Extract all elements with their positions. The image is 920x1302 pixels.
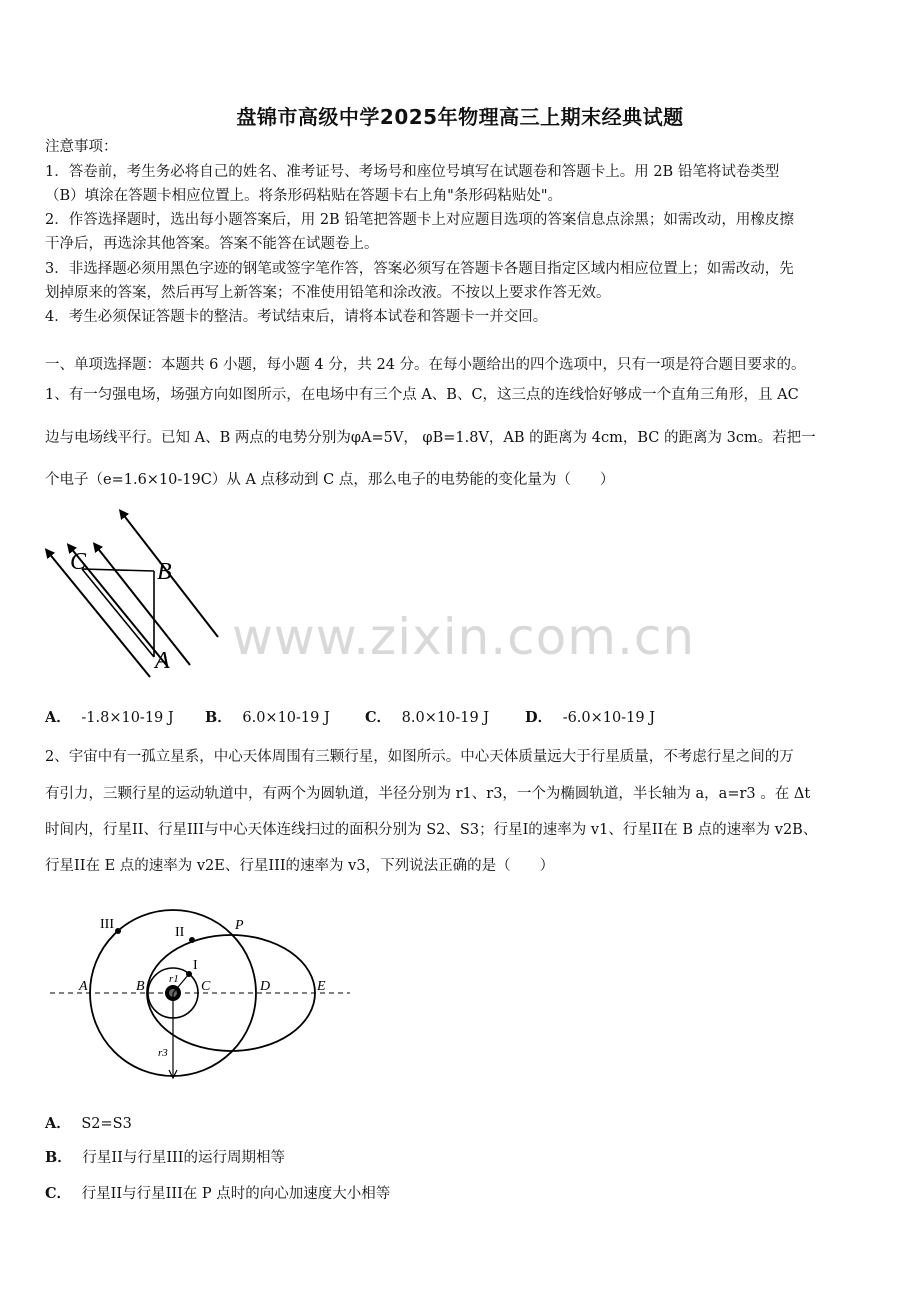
label-b: B	[136, 979, 145, 994]
notice-item-2b: 干净后，再选涂其他答案。答案不能答在试题卷上。	[45, 236, 379, 252]
q2-orbit-diagram	[45, 898, 355, 1083]
q1-option-a	[45, 706, 174, 727]
q2-option-b-key: B．	[45, 1149, 72, 1166]
q2-line-3: 时间内，行星II、行星III与中心天体连线扫过的面积分别为 S2、S3；行星I的速率为 v1、行星II在 B 点的速率为 v2B、	[45, 822, 818, 838]
notice-item-1b: （B）填涂在答题卡相应位置上。将条形码粘贴在答题卡右上角"条形码粘贴处"。	[45, 188, 562, 204]
label-c: C	[70, 549, 87, 575]
triangle-abc	[82, 569, 154, 657]
label-iii: III	[100, 917, 114, 932]
page-title: 盘锦市高级中学2025年物理高三上期末经典试题	[236, 105, 684, 129]
notice-item-4: 4．考生必须保证答题卡的整洁。考试结束后，请将本试卷和答题卡一并交回。	[45, 309, 548, 325]
side-cb	[82, 569, 154, 571]
label-a: A	[155, 648, 170, 674]
notice-item-3b: 划掉原来的答案，然后再写上新答案；不准使用铅笔和涂改液。不按以上要求作答无效。	[45, 285, 611, 301]
q2-line-2: 有引力，三颗行星的运动轨道中，有两个为圆轨道，半径分别为 r1、r3，一个为椭圆轨道，半长轴为 a，a=r3 。在 Δt	[45, 786, 811, 802]
side-ca	[82, 569, 154, 657]
watermark: www.zixin.com.cn	[232, 608, 696, 666]
q1-option-d-key: D．	[525, 709, 553, 726]
label-b: B	[157, 559, 172, 585]
label-p: P	[235, 918, 244, 933]
q1-line-1: 1、有一匀强电场，场强方向如图所示，在电场中有三个点 A、B、C，这三点的连线恰好够成一个直角三角形，且 AC	[45, 387, 799, 403]
q2-option-a	[45, 1112, 132, 1133]
q2-line-4: 行星II在 E 点的速率为 v2E、行星III的速率为 v3，下列说法正确的是（ ）	[45, 858, 555, 874]
q2-option-a-key: A．	[45, 1115, 71, 1132]
q2-option-c-key: C．	[45, 1185, 72, 1202]
q1-option-b	[205, 706, 330, 727]
label-e: E	[317, 979, 326, 994]
q1-option-a-key: A．	[45, 709, 71, 726]
notice-item-1a: 1．答卷前，考生务必将自己的姓名、准考证号、考场号和座位号填写在试题卷和答题卡上。用 2B 铅笔将试卷类型	[45, 164, 780, 180]
q1-option-c	[365, 706, 489, 727]
q1-option-b-text: 6.0×10-19 J	[242, 710, 330, 726]
field-lines	[48, 513, 218, 677]
q1-option-c-key: C．	[365, 709, 392, 726]
q2-option-c	[45, 1182, 390, 1203]
label-r1: r1	[169, 973, 179, 985]
q2-line-1: 2、宇宙中有一孤立星系，中心天体周围有三颗行星，如图所示。中心天体质量远大于行星质量，不考虑行星之间的万	[45, 749, 794, 765]
q1-option-d	[525, 706, 655, 727]
label-a: A	[79, 979, 88, 994]
field-line-3	[96, 546, 190, 665]
q1-line-3: 个电子（e=1.6×10-19C）从 A 点移动到 C 点，那么电子的电势能的变化量为（ ）	[45, 472, 615, 488]
q1-option-a-text: -1.8×10-19 J	[81, 710, 174, 726]
q1-option-b-key: B．	[205, 709, 232, 726]
notice-heading: 注意事项：	[45, 139, 118, 155]
q1-option-c-text: 8.0×10-19 J	[401, 710, 490, 726]
label-r3: r3	[158, 1047, 168, 1059]
planet-i	[186, 971, 192, 977]
section-heading: 一、单项选择题：本题共 6 小题，每小题 4 分，共 24 分。在每小题给出的四个选项中，只有一项是符合题目要求的。	[45, 357, 806, 373]
notice-item-2a: 2．作答选择题时，选出每小题答案后，用 2B 铅笔把答题卡上对应题目选项的答案信息点涂黑；如需改动，用橡皮擦	[45, 212, 794, 228]
q1-field-diagram	[40, 505, 230, 685]
q1-line-2: 边与电场线平行。已知 A、B 两点的电势分别为φA=5V， φB=1.8V，AB 的距离为 4cm，BC 的距离为 3cm。若把一	[45, 430, 816, 446]
planet-ii	[189, 937, 195, 943]
label-ii: II	[175, 925, 185, 940]
q2-option-b	[45, 1146, 285, 1167]
q2-option-b-text: 行星II与行星III的运行周期相等	[82, 1150, 286, 1166]
label-c: C	[201, 979, 211, 994]
planet-iii	[115, 928, 121, 934]
label-d: D	[260, 979, 271, 994]
q2-option-c-text: 行星II与行星III在 P 点时的向心加速度大小相等	[81, 1186, 391, 1202]
notice-item-3a: 3．非选择题必须用黑色字迹的钢笔或签字笔作答，答案必须写在答题卡各题目指定区域内相应位置上；如需改动，先	[45, 261, 794, 277]
q1-option-d-text: -6.0×10-19 J	[562, 710, 656, 726]
q2-option-a-text: S2=S3	[81, 1116, 132, 1132]
label-i: I	[193, 958, 198, 973]
